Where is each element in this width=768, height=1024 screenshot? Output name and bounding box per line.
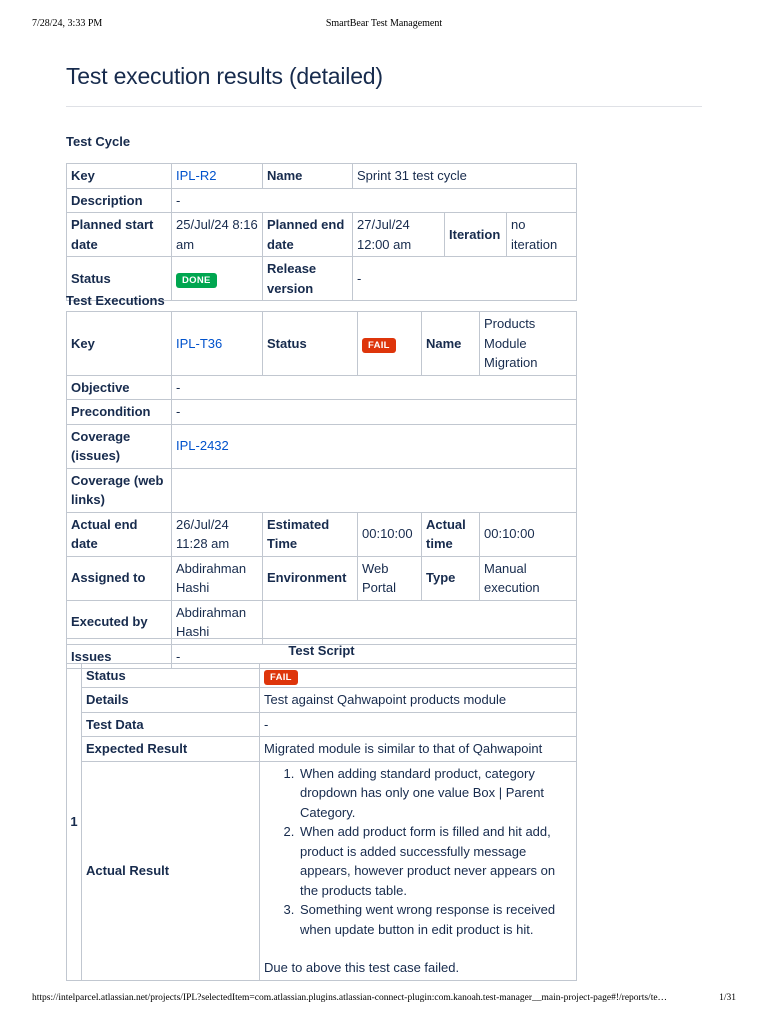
table-row [67, 737, 577, 762]
status-badge: DONE [176, 273, 217, 288]
table-row [67, 188, 577, 213]
table-row [67, 712, 577, 737]
table-row [67, 512, 577, 556]
description-label: Description [67, 188, 172, 213]
assigned-label: Assigned to [67, 556, 172, 600]
objective-label: Objective [67, 375, 172, 400]
table-row [67, 164, 577, 189]
actual-result-closing: Due to above this test case failed. [264, 960, 460, 975]
table-row [67, 663, 577, 688]
estimated-time-value: 00:10:00 [358, 512, 422, 556]
test-executions-heading: Test Executions [66, 293, 165, 308]
objective-value: - [172, 375, 577, 400]
page-title: Test execution results (detailed) [66, 63, 383, 89]
status-badge: FAIL [264, 670, 298, 685]
coverage-links-value [172, 468, 577, 512]
test-cycle-heading: Test Cycle [66, 134, 131, 149]
status-label: Status [67, 257, 172, 301]
coverage-links-label: Coverage (web links) [67, 468, 172, 512]
precondition-label: Precondition [67, 400, 172, 425]
execution-key-link[interactable]: IPL-T36 [172, 312, 263, 376]
key-label: Key [67, 312, 172, 376]
actual-result-value [260, 761, 577, 980]
actual-time-label: Actual time [422, 512, 480, 556]
actual-end-value: 26/Jul/24 11:28 am [172, 512, 263, 556]
name-label: Name [422, 312, 480, 376]
iteration-value: no iteration [507, 213, 577, 257]
cycle-key-link[interactable]: IPL-R2 [172, 164, 263, 189]
page-url: https://intelparcel.atlassian.net/projects/IPL?selectedItem=com.atlassian.plugins.atlassian-connect-plugin:com.kanoah.test-manager__main-project-page#!/reports/te… [32, 993, 668, 1003]
expected-result-value: Migrated module is similar to that of Qahwapoint [260, 737, 577, 762]
type-label: Type [422, 556, 480, 600]
actual-result-list [298, 764, 572, 940]
environment-label: Environment [263, 556, 358, 600]
status-cell [172, 257, 263, 301]
coverage-issues-label: Coverage (issues) [67, 424, 172, 468]
print-header [32, 18, 736, 32]
precondition-value: - [172, 400, 577, 425]
type-value: Manual execution [480, 556, 577, 600]
planned-end-label: Planned end date [263, 213, 353, 257]
test-data-value: - [260, 712, 577, 737]
environment-value: Web Portal [358, 556, 422, 600]
table-row [67, 312, 577, 376]
test-cycle-table [66, 163, 577, 301]
name-label: Name [263, 164, 353, 189]
table-row [67, 761, 577, 980]
table-row [67, 400, 577, 425]
executed-by-label: Executed by [67, 600, 172, 644]
planned-start-label: Planned start date [67, 213, 172, 257]
actual-end-label: Actual end date [67, 512, 172, 556]
release-value: - [353, 257, 577, 301]
table-row [67, 468, 577, 512]
test-data-label: Test Data [82, 712, 260, 737]
step-status-label: Status [82, 663, 260, 688]
table-row [67, 213, 577, 257]
table-row [67, 375, 577, 400]
table-row [67, 556, 577, 600]
actual-result-label: Actual Result [82, 761, 260, 980]
description-value: - [172, 188, 577, 213]
title-divider [66, 106, 702, 107]
estimated-time-label: Estimated Time [263, 512, 358, 556]
status-badge: FAIL [362, 338, 396, 353]
list-item: 2. When add product form is filled and hit add, product is added successfully message appears, however product never appears on the products table. [298, 822, 572, 900]
print-page-title: SmartBear Test Management [325, 18, 443, 29]
assigned-value: Abdirahman Hashi [172, 556, 263, 600]
planned-end-value: 27/Jul/24 12:00 am [353, 213, 445, 257]
details-value: Test against Qahwapoint products module [260, 688, 577, 713]
test-executions-table [66, 311, 577, 669]
issues-value: - [172, 644, 577, 669]
iteration-label: Iteration [445, 213, 507, 257]
coverage-issue-link[interactable]: IPL-2432 [172, 424, 577, 468]
test-script-table [66, 638, 577, 981]
issues-label: Issues [67, 644, 172, 669]
planned-start-value: 25/Jul/24 8:16 am [172, 213, 263, 257]
table-row [67, 424, 577, 468]
execution-name-value: Products Module Migration [480, 312, 577, 376]
expected-result-label: Expected Result [82, 737, 260, 762]
print-footer [32, 993, 736, 1007]
table-row [67, 639, 577, 664]
status-cell [358, 312, 422, 376]
status-label: Status [263, 312, 358, 376]
print-date: 7/28/24, 3:33 PM [32, 18, 103, 29]
key-label: Key [67, 164, 172, 189]
test-script-header: Test Script [67, 639, 577, 664]
step-status-cell [260, 663, 577, 688]
cycle-name-value: Sprint 31 test cycle [353, 164, 577, 189]
executed-by-value: Abdirahman Hashi [172, 600, 263, 644]
list-item: 1. When adding standard product, category dropdown has only one value Box | Parent Category. [298, 764, 572, 823]
release-label: Release version [263, 257, 353, 301]
table-row [67, 688, 577, 713]
page-number: 1/31 [719, 993, 736, 1003]
list-item: 3. Something went wrong response is received when update button in edit product is hit. [298, 900, 572, 939]
step-number: 1 [67, 663, 82, 980]
actual-time-value: 00:10:00 [480, 512, 577, 556]
details-label: Details [82, 688, 260, 713]
